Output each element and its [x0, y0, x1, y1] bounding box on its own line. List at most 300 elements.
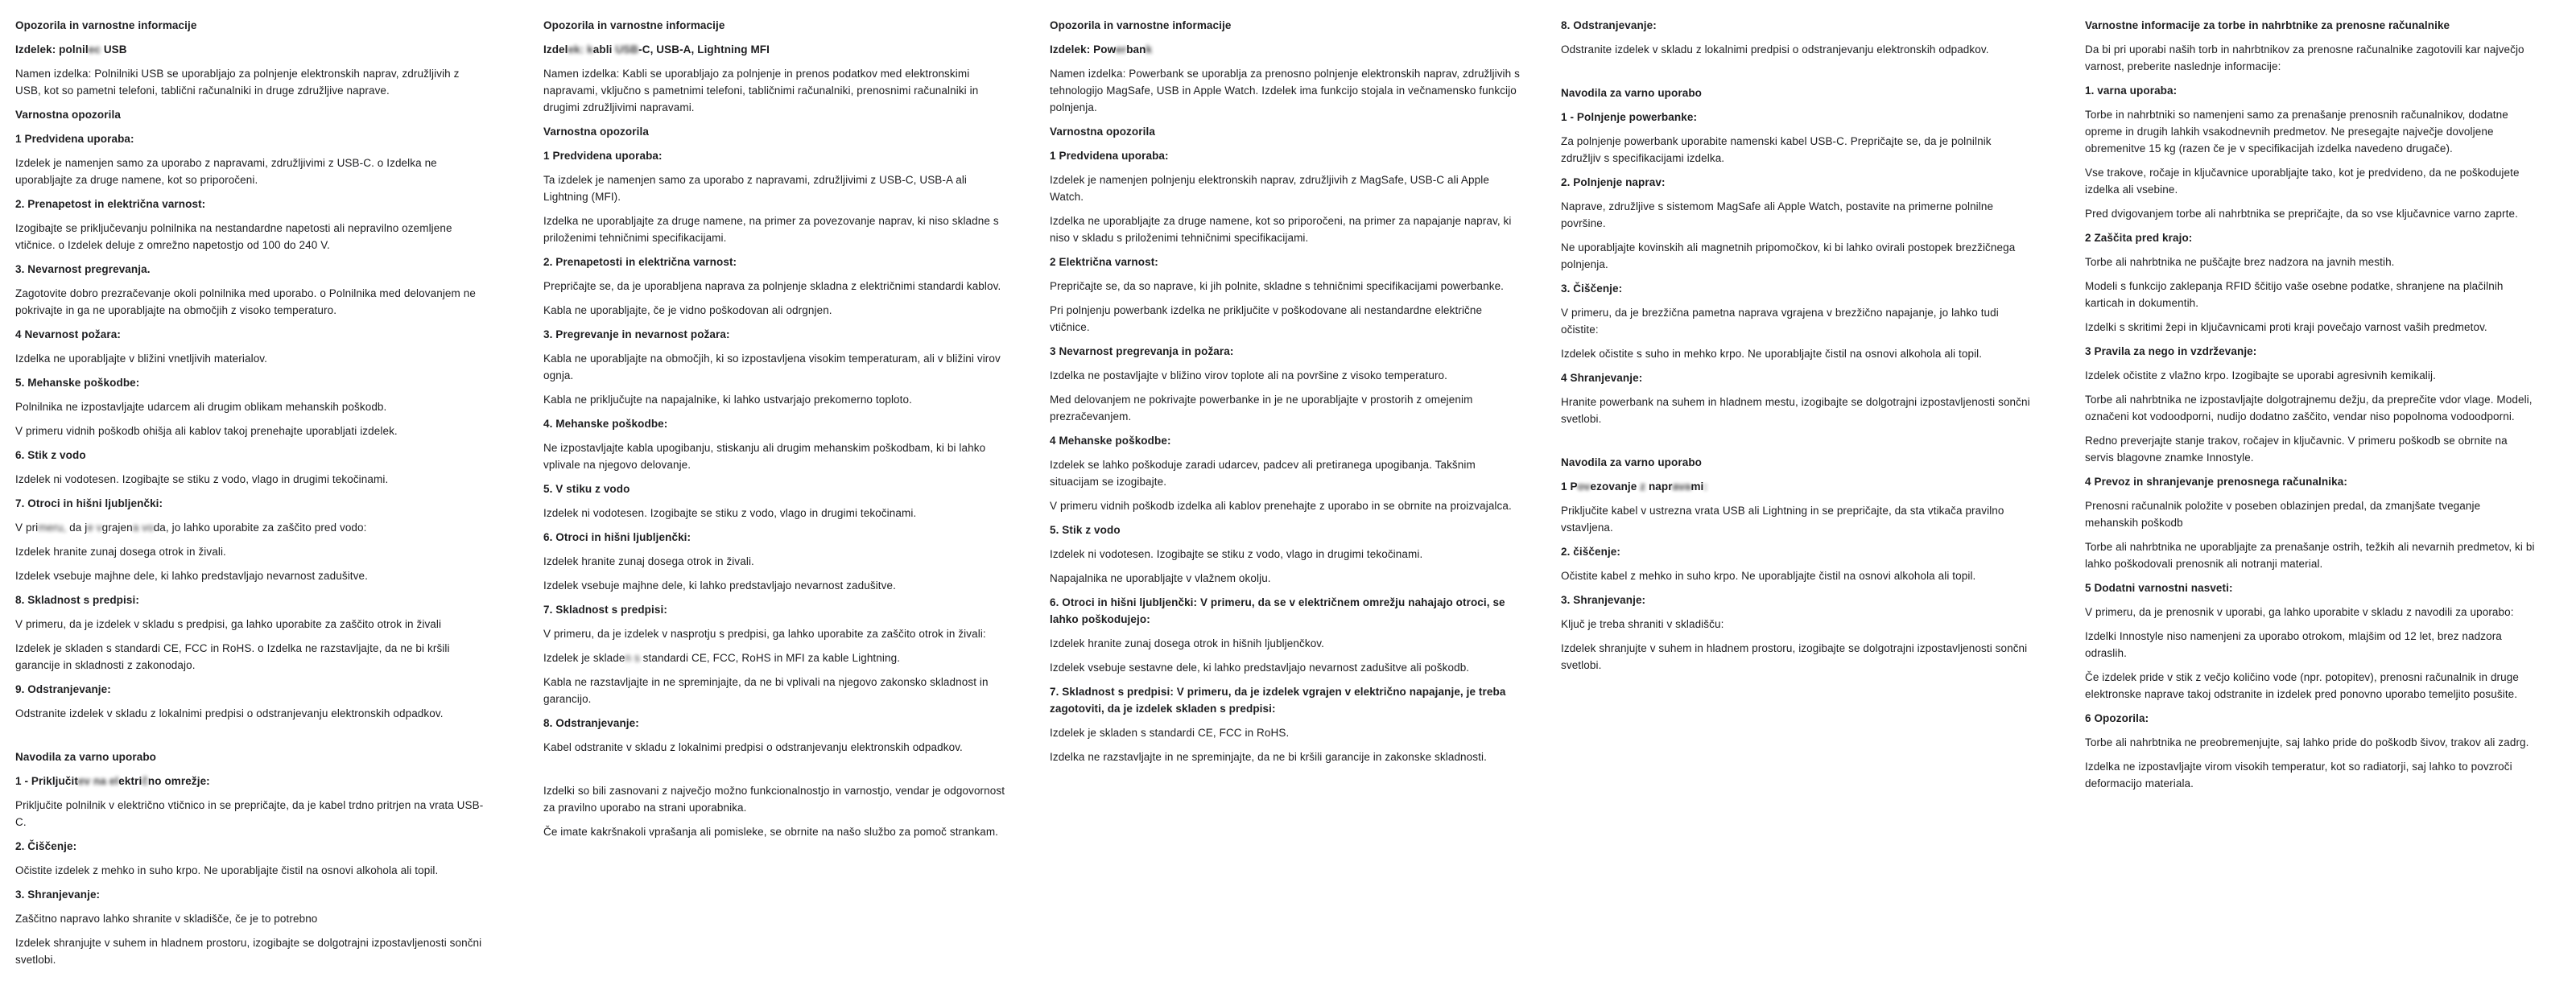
text-run: Namen izdelka: Powerbank se uporablja za prenosno polnjenje elektronskih naprav, združljivih s tehnologijo MagSafe, USB in Apple Watch. Izdelek ima funkcijo stojala in večnamensko funkcijo polnjenja.: [1050, 68, 1520, 113]
smudged-text: ek: k: [568, 43, 593, 56]
heading: [15, 681, 486, 698]
smudged-text: k: [1146, 43, 1153, 56]
text-run: Ne izpostavljajte kabla upogibanju, stiskanju ali drugim mehanskim poškodbam, ki bi lahko vplivale na njegovo delovanje.: [543, 442, 986, 471]
text-run: Izogibajte se priključevanju polnilnika na nestandardne napetosti ali nepravilno ozemljene vtičnice. o Izdelek deluje z omrežno napetostjo od 100 do 240 V.: [15, 222, 452, 251]
text-run: Izdelek: Pow: [1050, 43, 1117, 56]
smudged-text: z: [1640, 480, 1646, 493]
text-run: Priključite kabel v ustrezna vrata USB ali Lightning in se prepričajte, da sta vtikača pravilno vstavljena.: [1561, 505, 2004, 534]
heading: [2085, 343, 2536, 360]
heading: [543, 41, 1014, 58]
text-run: Varnostna opozorila: [543, 126, 649, 138]
text-run: 5. Stik z vodo: [1050, 524, 1121, 536]
heading: [15, 592, 486, 608]
text-run: 2. čiščenje:: [1561, 546, 1620, 558]
text-run: 3. Nevarnost pregrevanja.: [15, 263, 151, 275]
paragraph: [2085, 164, 2536, 198]
heading: [15, 886, 486, 903]
heading: [1561, 174, 2032, 191]
text-run: Torbe ali nahrbtnika ne izpostavljajte dolgotrajnemu dežju, da preprečite vdor vlage. Modeli, označeni kot vodoodporni, nudijo dodatno zaščito, vendar niso popolnoma vodoodporni.: [2085, 394, 2533, 423]
text-run: Ne uporabljajte kovinskih ali magnetnih pripomočkov, ki bi lahko ovirali postopek brezžičnega polnjenja.: [1561, 241, 2016, 270]
heading: [1050, 254, 1521, 270]
paragraph: [1561, 567, 2032, 584]
text-run: napr: [1645, 480, 1673, 493]
smudged-text: er: [1116, 43, 1127, 56]
text-run: Izdelka ne uporabljajte za druge namene, na primer za povezovanje naprav, ki niso skladne s priloženimi tehničnimi specifikacijami.: [543, 215, 999, 244]
paragraph: [543, 577, 1014, 594]
text-run: 2. Prenapetosti in električna varnost:: [543, 256, 737, 268]
heading: [15, 773, 486, 790]
heading: [1050, 147, 1521, 164]
heading: [543, 254, 1014, 270]
paragraph: [543, 65, 1014, 116]
text-run: 2 Zaščita pred krajo:: [2085, 232, 2193, 244]
text-run: 5 Dodatni varnostni nasveti:: [2085, 582, 2233, 594]
text-run: V pri: [15, 522, 39, 534]
paragraph: [543, 505, 1014, 522]
paragraph: [15, 519, 486, 536]
smudged-text: ov: [1577, 480, 1591, 493]
text-run: 3. Shranjevanje:: [1561, 594, 1646, 606]
column-laptop-bag-safety: [2085, 17, 2536, 799]
text-run: Torbe ali nahrbtnika ne uporabljajte za prenašanje ostrih, težkih ali nevarnih predmetov, ki bi lahko poškodovali prenosnik ali notranji material.: [2085, 541, 2535, 570]
paragraph: [1050, 367, 1521, 384]
text-run: ezovanje: [1590, 480, 1641, 493]
smudged-text: a vo: [132, 522, 154, 534]
paragraph: [15, 398, 486, 415]
text-run: Izdelki so bili zasnovani z največjo možno funkcionalnostjo in varnostjo, vendar je odgovornost za pravilno uporabo na strani uporabnika.: [543, 785, 1005, 814]
text-run: Izdelek hranite zunaj dosega otrok in živali.: [15, 546, 226, 558]
text-run: -C, USB-A, Lightning MFI: [638, 43, 770, 56]
text-run: Navodila za varno uporabo: [1561, 87, 1703, 99]
paragraph: [15, 862, 486, 879]
text-run: Kabla ne razstavljajte in ne spreminjajte, da ne bi vplivali na njegovo zakonsko skladnost in garancijo.: [543, 676, 989, 705]
text-run: USB: [100, 43, 127, 56]
text-run: V primeru, da je izdelek v skladu s predpisi, ga lahko uporabite za zaščito otrok in živali: [15, 618, 442, 630]
text-run: Izdel: [543, 43, 568, 56]
text-run: 2. Prenapetost in električna varnost:: [15, 198, 206, 210]
paragraph: [1050, 659, 1521, 676]
text-run: da, jo lahko uporabite za zaščito pred vodo:: [153, 522, 367, 534]
text-run: 1 Predvidena uporaba:: [543, 150, 663, 162]
heading: [1050, 594, 1521, 628]
paragraph: [2085, 106, 2536, 157]
text-run: abli: [592, 43, 616, 56]
paragraph: [1561, 41, 2032, 58]
heading: [1050, 432, 1521, 449]
heading: [1050, 17, 1521, 34]
text-run: 8. Odstranjevanje:: [1561, 19, 1657, 31]
paragraph: [2085, 367, 2536, 384]
text-run: 3 Pravila za nego in vzdrževanje:: [2085, 345, 2257, 357]
heading: [2085, 82, 2536, 99]
paragraph: [1561, 345, 2032, 362]
text-run: Izdelka ne uporabljajte v bližini vnetljivih materialov.: [15, 353, 268, 365]
text-run: V primeru vidnih poškodb izdelka ali kablov prenehajte z uporabo in se obrnite na proizvajalca.: [1050, 500, 1512, 512]
text-run: 1 - Polnjenje powerbanke:: [1561, 111, 1698, 123]
heading: [1561, 17, 2032, 34]
paragraph: [1561, 239, 2032, 273]
text-run: 3. Čiščenje:: [1561, 282, 1623, 295]
heading: [1561, 280, 2032, 297]
smudged-text: ev na el: [77, 775, 119, 787]
text-run: Navodila za varno uporabo: [1561, 456, 1703, 468]
text-run: 6. Stik z vodo: [15, 449, 86, 461]
column-usb-cables-warnings: [543, 17, 1014, 847]
paragraph: [15, 350, 486, 367]
paragraph: [2085, 278, 2536, 311]
text-run: Izdelek je skladen s standardi CE, FCC in RoHS.: [1050, 727, 1290, 739]
paragraph: [543, 391, 1014, 408]
paragraph: [1561, 304, 2032, 338]
paragraph: [15, 705, 486, 722]
text-run: Izdelek vsebuje majhne dele, ki lahko predstavljajo nevarnost zadušitve.: [543, 579, 896, 592]
heading: [1050, 343, 1521, 360]
paragraph: [15, 640, 486, 674]
text-run: Prepričajte se, da so naprave, ki jih polnite, skladne s tehničnimi specifikacijami powerbanke.: [1050, 280, 1505, 292]
text-run: Izdelki Innostyle niso namenjeni za uporabo otrokom, mlajšim od 12 let, brez nadzora odraslih.: [2085, 630, 2502, 659]
text-run: 3. Shranjevanje:: [15, 888, 101, 901]
text-run: 3. Pregrevanje in nevarnost požara:: [543, 328, 730, 340]
text-run: V primeru, da je prenosnik v uporabi, ga lahko uporabite v skladu z navodili za uporabo:: [2085, 606, 2514, 618]
heading: [1050, 41, 1521, 58]
heading: [1561, 543, 2032, 560]
heading: [1050, 123, 1521, 140]
text-run: Kabla ne priključujte na napajalnike, ki lahko ustvarjajo prekomerno toploto.: [543, 394, 912, 406]
paragraph: [543, 823, 1014, 840]
paragraph: [2085, 497, 2536, 531]
text-run: Polnilnika ne izpostavljajte udarcem ali drugim oblikam mehanskih poškodb.: [15, 401, 387, 413]
text-run: 7. Otroci in hišni ljubljenčki:: [15, 497, 163, 509]
text-run: Torbe in nahrbtniki so namenjeni samo za prenašanje prenosnih računalnikov, dodatne opreme in drugih lahkih vsakodnevnih predmetov. Ne presegajte največje dovoljene obremenitve 15 kg (razen če je v specifikacijah izdelka navedeno drugače).: [2085, 109, 2508, 155]
text-run: 4. Mehanske poškodbe:: [543, 418, 668, 430]
text-run: Namen izdelka: Polnilniki USB se uporabljajo za polnjenje elektronskih naprav, združljivih z USB, kot so pametni telefoni, tablični računalniki in druge združljive naprave.: [15, 68, 460, 97]
text-run: Da bi pri uporabi naših torb in nahrbtnikov za prenosne računalnike zagotovili kar največjo varnost, preberite naslednje informacije:: [2085, 43, 2524, 72]
text-run: Pri polnjenju powerbank izdelka ne priključite v poškodovane ali nestandardne električne vtičnice.: [1050, 304, 1483, 333]
text-run: Izdelek vsebuje sestavne dele, ki lahko predstavljajo nevarnost zadušitve ali poškodb.: [1050, 662, 1470, 674]
heading: [15, 130, 486, 147]
text-run: Kabla ne uporabljajte na območjih, ki so izpostavljena visokim temperaturam, ali v bližini virov ognja.: [543, 353, 1001, 381]
paragraph: [15, 910, 486, 927]
paragraph: [543, 278, 1014, 295]
paragraph: [543, 439, 1014, 473]
heading: [543, 123, 1014, 140]
text-run: Kabel odstranite v skladu z lokalnimi predpisi o odstranjevanju elektronskih odpadkov.: [543, 741, 963, 753]
text-run: Izdelek ni vodotesen. Izogibajte se stiku z vodo, vlago in drugimi tekočinami.: [543, 507, 917, 519]
text-run: 8. Skladnost s predpisi:: [15, 594, 139, 606]
text-run: Modeli s funkcijo zaklepanja RFID ščitijo vaše osebne podatke, shranjene na plačilnih karticah in dokumentih.: [2085, 280, 2504, 309]
text-run: 6 Opozorila:: [2085, 712, 2149, 724]
text-run: Varnostne informacije za torbe in nahrbtnike za prenosne računalnike: [2085, 19, 2450, 31]
paragraph: [543, 674, 1014, 707]
text-run: Izdelek hranite zunaj dosega otrok in živali.: [543, 555, 754, 567]
heading: [1561, 109, 2032, 126]
smudged-text: USB: [615, 43, 639, 56]
text-run: 8. Odstranjevanje:: [543, 717, 639, 729]
text-run: 6. Otroci in hišni ljubljenčki:: [543, 531, 691, 543]
text-run: Izdelek shranjujte v suhem in hladnem prostoru, izogibajte se dolgotrajni izpostavljenosti sončni svetlobi.: [1561, 642, 2028, 671]
paragraph: [1050, 570, 1521, 587]
text-run: Naprave, združljive s sistemom MagSafe ali Apple Watch, postavite na primerne polnilne površine.: [1561, 200, 1994, 229]
paragraph: [1561, 616, 2032, 633]
paragraph: [1050, 724, 1521, 741]
text-run: Izdelek vsebuje majhne dele, ki lahko predstavljajo nevarnost zadušitve.: [15, 570, 368, 582]
text-run: Odstranite izdelek v skladu z lokalnimi predpisi o odstranjevanju elektronskih odpadkov.: [1561, 43, 1989, 56]
text-run: 4 Shranjevanje:: [1561, 372, 1643, 384]
heading: [1050, 522, 1521, 538]
heading: [1561, 478, 2032, 495]
text-run: V primeru, da je izdelek v nasprotju s predpisi, ga lahko uporabite za zaščito otrok in živali:: [543, 628, 986, 640]
text-run: Izdelek hranite zunaj dosega otrok in hišnih ljubljenčkov.: [1050, 637, 1324, 649]
text-run: Varnostna opozorila: [1050, 126, 1155, 138]
text-run: Izdelek je namenjen polnjenju elektronskih naprav, združljivih z MagSafe, USB-C ali Apple Watch.: [1050, 174, 1489, 203]
paragraph: [2085, 538, 2536, 572]
text-run: Redno preverjajte stanje trakov, ročajev in ključavnic. V primeru poškodb se obrnite na servis blagovne znamke Innostyle.: [2085, 435, 2508, 464]
text-run: Pred dvigovanjem torbe ali nahrbtnika se prepričajte, da so vse ključavnice varno zaprte.: [2085, 208, 2518, 220]
text-run: 9. Odstranjevanje:: [15, 683, 111, 695]
text-run: standardi CE, FCC, RoHS in MFI za kable Lightning.: [639, 652, 901, 664]
text-run: V primeru vidnih poškodb ohišja ali kablov takoj prenehajte uporabljati izdelek.: [15, 425, 398, 437]
text-run: Izdelka ne uporabljajte za druge namene, kot so priporočeni, na primer za napajanje naprav, ki niso v skladu s priloženimi tehničnimi specifikacijami.: [1050, 215, 1512, 244]
text-run: Ta izdelek je namenjen samo za uporabo z napravami, združljivimi z USB-C, USB-A ali Lightning (MFI).: [543, 174, 968, 203]
heading: [15, 447, 486, 464]
section-gap: [543, 763, 1014, 782]
smudged-text: č: [142, 775, 148, 787]
text-run: 5. Mehanske poškodbe:: [15, 377, 140, 389]
text-run: 6. Otroci in hišni ljubljenčki: V primeru, da se v električnem omrežju nahajajo otroci, se lahko poškodujejo:: [1050, 596, 1505, 625]
text-run: Izdelka ne izpostavljajte virom visokih temperatur, kot so radiatorji, saj lahko to povzroči deformacijo materiala.: [2085, 761, 2512, 790]
heading: [1561, 369, 2032, 386]
smudged-text: :: [1703, 480, 1708, 493]
column-powerbank-warnings: [1050, 17, 1521, 773]
text-run: Izdelek ni vodotesen. Izogibajte se stiku z vodo, vlago in drugimi tekočinami.: [1050, 548, 1423, 560]
paragraph: [2085, 758, 2536, 792]
heading: [543, 529, 1014, 546]
text-run: 4 Prevoz in shranjevanje prenosnega računalnika:: [2085, 476, 2347, 488]
text-run: 4 Mehanske poškodbe:: [1050, 435, 1171, 447]
paragraph: [2085, 432, 2536, 466]
paragraph: [2085, 254, 2536, 270]
text-run: Če izdelek pride v stik z večjo količino vode (npr. potopitev), prenosni računalnik in druge elektronske naprave takoj odstranite in izdelek pred ponovno uporabo temeljito posušite.: [2085, 671, 2519, 700]
column-usb-charger-warnings: [15, 17, 486, 975]
text-run: Napajalnika ne uporabljajte v vlažnem okolju.: [1050, 572, 1271, 584]
paragraph: [543, 171, 1014, 205]
text-run: Izdelek je skladen s standardi CE, FCC in RoHS. o Izdelka ne razstavljajte, da ne bi kršili garancije in skladnosti z zakonodajo.: [15, 642, 450, 671]
text-run: Med delovanjem ne pokrivajte powerbanke in je ne uporabljajte v prostorih z omejenim prezračevanjem.: [1050, 394, 1473, 423]
heading: [543, 715, 1014, 732]
paragraph: [15, 797, 486, 831]
paragraph: [15, 155, 486, 188]
paragraph: [15, 471, 486, 488]
paragraph: [1050, 302, 1521, 336]
paragraph: [1050, 497, 1521, 514]
paragraph: [2085, 604, 2536, 621]
paragraph: [2085, 391, 2536, 425]
text-run: Zaščitno napravo lahko shranite v skladišče, če je to potrebno: [15, 913, 318, 925]
text-run: Hranite powerbank na suhem in hladnem mestu, izogibajte se dolgotrajni izpostavljenosti sončni svetlobi.: [1561, 396, 2030, 425]
heading: [2085, 17, 2536, 34]
heading: [2085, 710, 2536, 727]
text-run: Torbe ali nahrbtnika ne puščajte brez nadzora na javnih mestih.: [2085, 256, 2395, 268]
paragraph: [1050, 391, 1521, 425]
paragraph: [543, 782, 1014, 816]
text-run: 2 Električna varnost:: [1050, 256, 1158, 268]
text-run: Zagotovite dobro prezračevanje okoli polnilnika med uporabo. o Polnilnika med delovanjem ne pokrivajte in ga ne uporabljajte na območjih z visoko temperaturo.: [15, 287, 476, 316]
heading: [15, 41, 486, 58]
smudged-text: n s: [625, 652, 640, 664]
text-run: Ključ je treba shraniti v skladišču:: [1561, 618, 1724, 630]
text-run: Izdelek očistite s suho in mehko krpo. Ne uporabljajte čistil na osnovi alkohola ali topil.: [1561, 348, 1983, 360]
smudged-text: meru,: [38, 522, 67, 534]
paragraph: [1050, 65, 1521, 116]
paragraph: [1050, 278, 1521, 295]
section-gap: [15, 729, 486, 748]
paragraph: [1561, 198, 2032, 232]
text-run: Prepričajte se, da je uporabljena naprava za polnjenje skladna z električnimi standardi kablov.: [543, 280, 1001, 292]
text-run: 5. V stiku z vodo: [543, 483, 630, 495]
paragraph: [15, 934, 486, 968]
text-run: ban: [1126, 43, 1146, 56]
text-run: Kabla ne uporabljajte, če je vidno poškodovan ali odrgnjen.: [543, 304, 832, 316]
text-run: grajen: [101, 522, 133, 534]
paragraph: [15, 616, 486, 633]
text-run: Opozorila in varnostne informacije: [15, 19, 197, 31]
heading: [543, 17, 1014, 34]
text-run: Za polnjenje powerbank uporabite namenski kabel USB-C. Prepričajte se, da je polnilnik združljiv s specifikacijami izdelka.: [1561, 135, 1992, 164]
text-run: 1. varna uporaba:: [2085, 85, 2178, 97]
text-run: no omrežje:: [147, 775, 210, 787]
paragraph: [543, 625, 1014, 642]
text-run: 2. Polnjenje naprav:: [1561, 176, 1666, 188]
heading: [2085, 229, 2536, 246]
paragraph: [543, 302, 1014, 319]
text-run: 1 Predvidena uporaba:: [15, 133, 134, 145]
paragraph: [1050, 212, 1521, 246]
text-run: ektri: [118, 775, 142, 787]
text-run: Izdelek očistite z vlažno krpo. Izogibajte se uporabi agresivnih kemikalij.: [2085, 369, 2436, 381]
heading: [543, 601, 1014, 618]
smudged-text: ec: [88, 43, 101, 56]
heading: [15, 196, 486, 212]
paragraph: [15, 543, 486, 560]
paragraph: [543, 212, 1014, 246]
paragraph: [1050, 456, 1521, 490]
heading: [1561, 592, 2032, 608]
section-gap: [1561, 65, 2032, 85]
heading: [1050, 683, 1521, 717]
text-run: Izdelek je namenjen samo za uporabo z napravami, združljivimi z USB-C. o Izdelka ne uporabljajte za druge namene, kot so priporočeni.: [15, 157, 437, 186]
text-run: V primeru, da je brezžična pametna naprava vgrajena v brezžično napajanje, jo lahko tudi očistite:: [1561, 307, 1999, 336]
column-powerbank-cable-instructions: [1561, 17, 2032, 681]
paragraph: [1050, 635, 1521, 652]
heading: [1561, 85, 2032, 101]
paragraph: [2085, 41, 2536, 75]
text-run: Izdelek se lahko poškoduje zaradi udarcev, padcev ali pretiranega upogibanja. Takšnim situacijam se izogibajte.: [1050, 459, 1476, 488]
text-run: Vse trakove, ročaje in ključavnice uporabljajte tako, kot je predvideno, da ne poškodujete izdelka ali vsebine.: [2085, 167, 2520, 196]
paragraph: [2085, 319, 2536, 336]
text-run: 1 P: [1561, 480, 1578, 493]
heading: [15, 326, 486, 343]
heading: [15, 748, 486, 765]
paragraph: [1561, 133, 2032, 167]
text-run: Opozorila in varnostne informacije: [1050, 19, 1232, 31]
text-run: da j: [66, 522, 88, 534]
paragraph: [1050, 171, 1521, 205]
text-run: Izdelka ne postavljajte v bližino virov toplote ali na površine z visoko temperaturo.: [1050, 369, 1447, 381]
heading: [15, 495, 486, 512]
paragraph: [543, 649, 1014, 666]
text-run: Izdelek shranjujte v suhem in hladnem prostoru, izogibajte se dolgotrajni izpostavljenosti sončni svetlobi.: [15, 937, 482, 966]
paragraph: [2085, 205, 2536, 222]
paragraph: [1561, 394, 2032, 427]
text-run: Očistite izdelek z mehko in suho krpo. Ne uporabljajte čistil na osnovi alkohola ali topil.: [15, 864, 439, 876]
paragraph: [15, 423, 486, 439]
heading: [15, 838, 486, 855]
text-run: Izdelek je sklade: [543, 652, 625, 664]
text-run: Priključite polnilnik v električno vtičnico in se prepričajte, da je kabel trdno pritrjen na vrata USB-C.: [15, 799, 484, 828]
heading: [15, 17, 486, 34]
heading: [543, 326, 1014, 343]
paragraph: [15, 65, 486, 99]
heading: [543, 415, 1014, 432]
text-run: Očistite kabel z mehko in suho krpo. Ne uporabljajte čistil na osnovi alkohola ali topil.: [1561, 570, 1976, 582]
section-gap: [1561, 435, 2032, 454]
text-run: Opozorila in varnostne informacije: [543, 19, 725, 31]
heading: [2085, 473, 2536, 490]
heading: [543, 147, 1014, 164]
paragraph: [2085, 628, 2536, 662]
heading: [15, 374, 486, 391]
paragraph: [1561, 502, 2032, 536]
text-run: 3 Nevarnost pregrevanja in požara:: [1050, 345, 1234, 357]
smudged-text: ava: [1672, 480, 1691, 493]
paragraph: [15, 220, 486, 254]
text-run: 2. Čiščenje:: [15, 840, 77, 852]
heading: [15, 106, 486, 123]
text-run: 1 Predvidena uporaba:: [1050, 150, 1169, 162]
text-run: Odstranite izdelek v skladu z lokalnimi predpisi o odstranjevanju elektronskih odpadkov.: [15, 707, 444, 719]
text-run: Prenosni računalnik položite v poseben oblazinjen predal, da zmanjšate tveganje mehanskih poškodb: [2085, 500, 2481, 529]
text-run: Izdelki s skritimi žepi in ključavnicami proti kraji povečajo varnost vaših predmetov.: [2085, 321, 2487, 333]
text-run: 7. Skladnost s predpisi:: [543, 604, 667, 616]
paragraph: [543, 739, 1014, 756]
paragraph: [1561, 640, 2032, 674]
heading: [543, 480, 1014, 497]
text-run: Izdelka ne razstavljajte in ne spreminjajte, da ne bi kršili garancije in zakonske skladnosti.: [1050, 751, 1487, 763]
text-run: Navodila za varno uporabo: [15, 751, 157, 763]
smudged-text: e v: [87, 522, 102, 534]
text-run: Varnostna opozorila: [15, 109, 121, 121]
paragraph: [543, 350, 1014, 384]
heading: [1561, 454, 2032, 471]
paragraph: [1050, 748, 1521, 765]
paragraph: [543, 553, 1014, 570]
text-run: Izdelek: polnil: [15, 43, 89, 56]
paragraph: [1050, 546, 1521, 563]
text-run: Namen izdelka: Kabli se uporabljajo za polnjenje in prenos podatkov med elektronskimi napravami, vključno s pametnimi telefoni, tabličnimi računalniki, prenosnimi računalniki in drugimi združljivimi napravami.: [543, 68, 979, 113]
paragraph: [15, 285, 486, 319]
paragraph: [2085, 734, 2536, 751]
text-run: 7. Skladnost s predpisi: V primeru, da je izdelek vgrajen v električno napajanje, je treba zagotoviti, da je izdelek skladen s predpisi:: [1050, 686, 1506, 715]
paragraph: [15, 567, 486, 584]
text-run: Izdelek ni vodotesen. Izogibajte se stiku z vodo, vlago in drugimi tekočinami.: [15, 473, 389, 485]
heading: [15, 261, 486, 278]
text-run: Torbe ali nahrbtnika ne preobremenjujte, saj lahko pride do poškodb šivov, trakov ali zadrg.: [2085, 736, 2529, 748]
text-run: Če imate kakršnakoli vprašanja ali pomisleke, se obrnite na našo službo za pomoč strankam.: [543, 826, 999, 838]
text-run: 4 Nevarnost požara:: [15, 328, 121, 340]
text-run: 1 - Priključit: [15, 775, 78, 787]
text-run: mi: [1690, 480, 1704, 493]
heading: [2085, 579, 2536, 596]
